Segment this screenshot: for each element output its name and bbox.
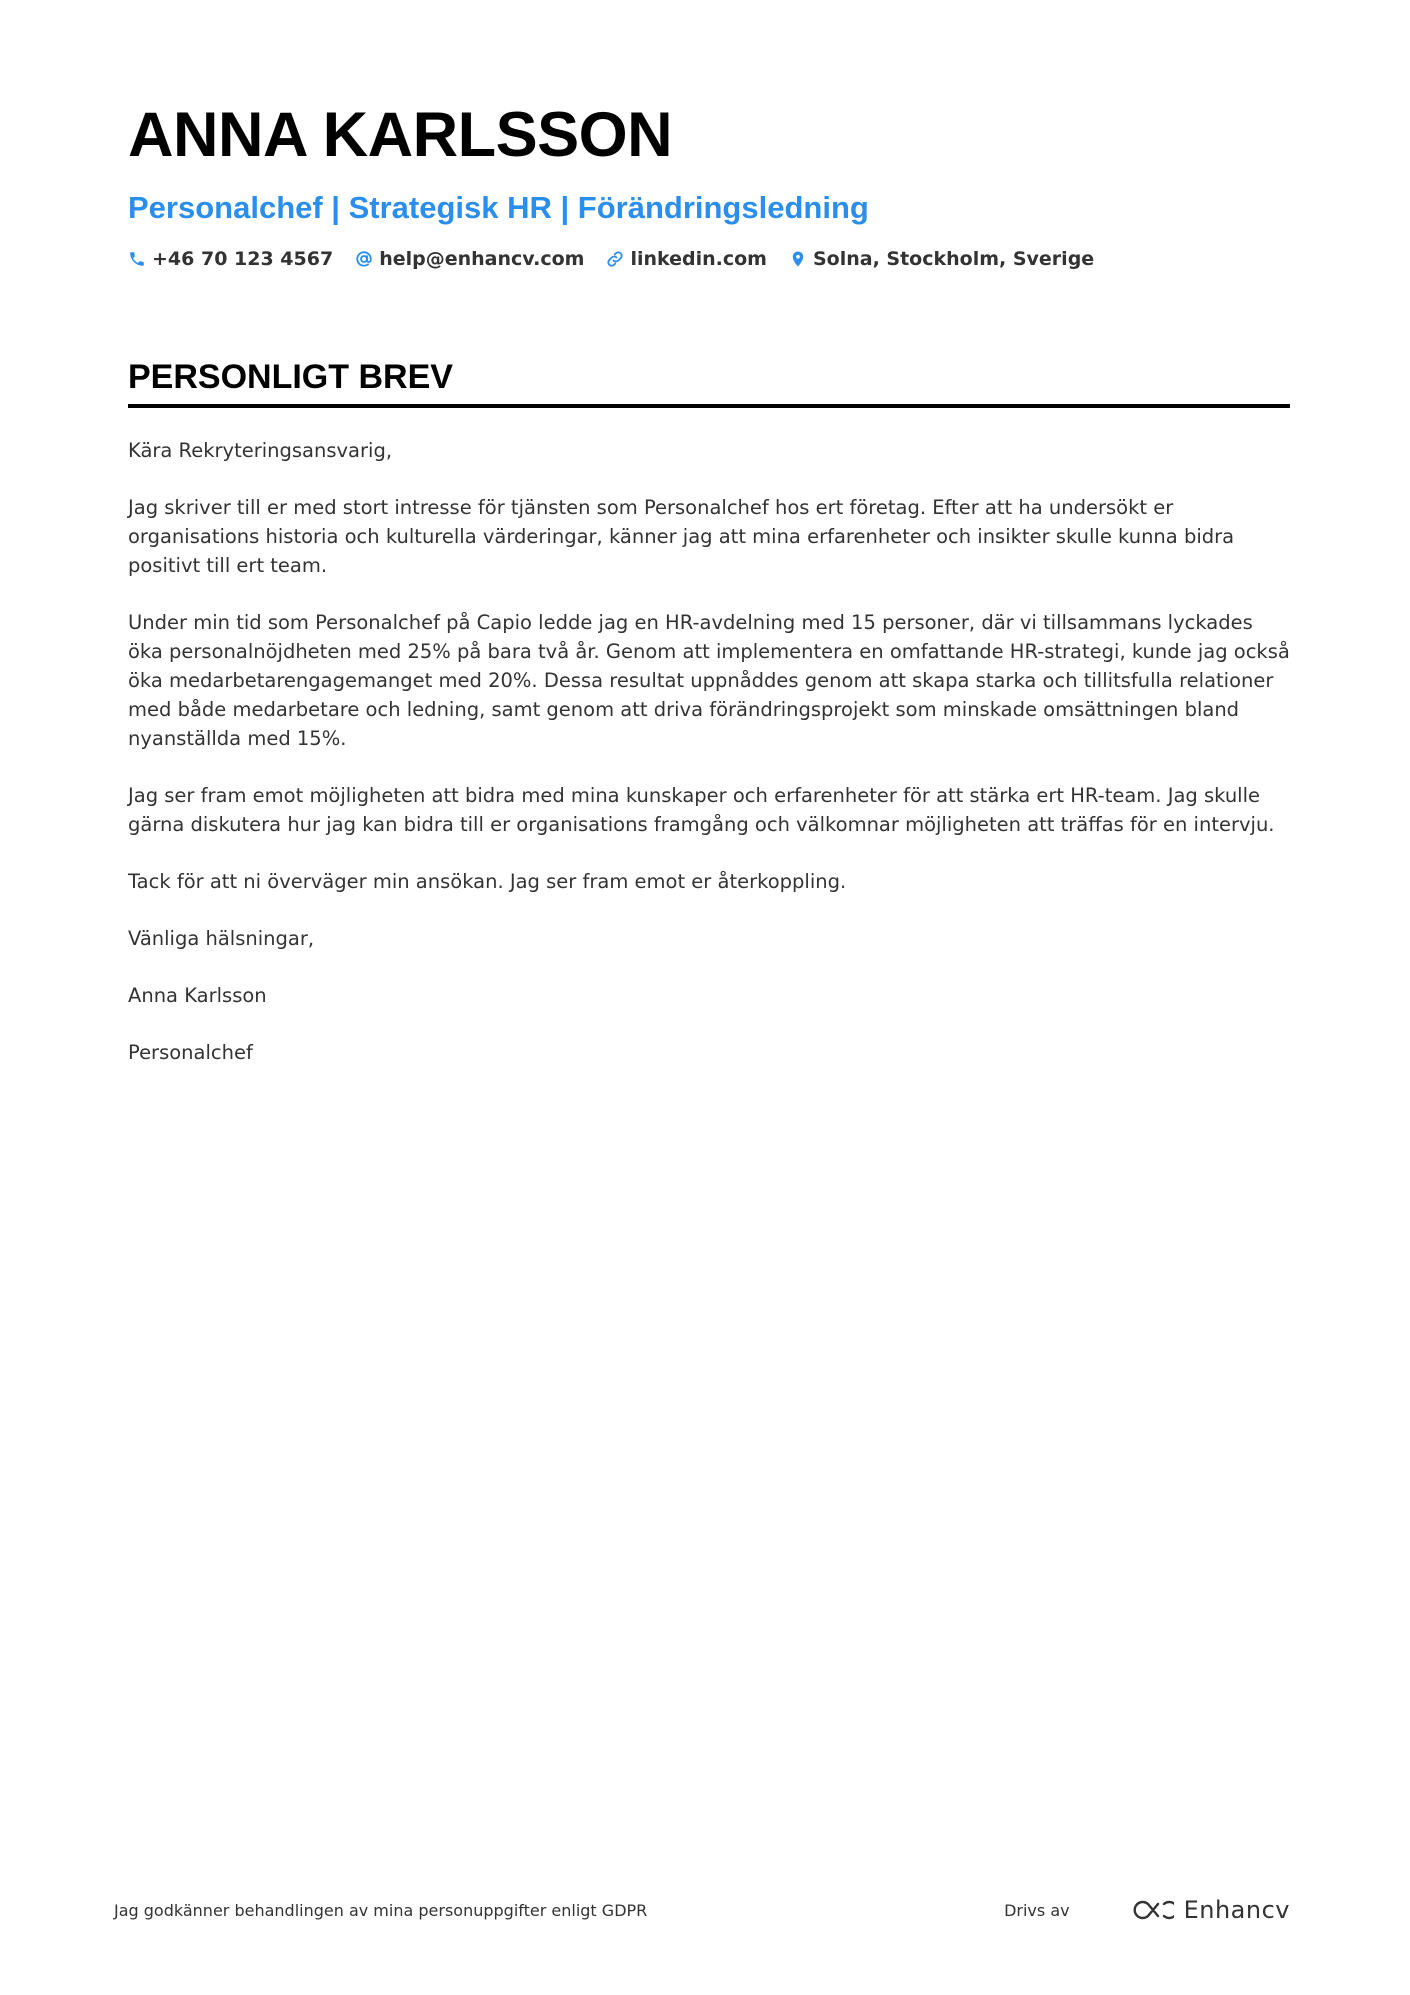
brand-name: Enhancv (1183, 1896, 1290, 1924)
letter-paragraph: Tack för att ni överväger min ansökan. Jag ser fram emot er återkoppling. (128, 870, 847, 894)
candidate-name: ANNA KARLSSON (128, 100, 673, 170)
link-icon (606, 250, 624, 268)
section-divider (128, 404, 1290, 408)
email-address: help@enhancv.com (379, 248, 585, 271)
letter-paragraph: Under min tid som Personalchef på Capio ledde jag en HR-avdelning med 15 personer, där vi tillsammans lyckades öka personalnöjdheten med 25% på bara två år. Genom att implementera en omfattande HR-strategi, kunde jag också öka medarbetarengagemanget med 20%. Dessa resultat uppnåddes genom att skapa starka och tillitsfulla relationer med både medarbetare och ledning, samt genom att driva förändringsprojekt som minskade omsättningen bland nyanställda med 15%. (128, 611, 1290, 751)
contact-location (789, 248, 1094, 270)
letter-greeting: Kära Rekryteringsansvarig, (128, 439, 393, 463)
signature-title: Personalchef (128, 1041, 253, 1065)
linkedin-url: linkedin.com (630, 248, 767, 271)
powered-by-label: Drivs av (1004, 1900, 1070, 1920)
section-title: PERSONLIGT BREV (128, 358, 453, 397)
signature-name: Anna Karlsson (128, 984, 267, 1008)
letter-paragraph: Jag ser fram emot möjligheten att bidra med mina kunskaper och erfarenheter för att stärka ert HR-team. Jag skulle gärna diskutera hur jag kan bidra till er organisations framgång och välkomnar möjligheten att träffas för en intervju. (128, 784, 1275, 837)
contact-email[interactable] (355, 248, 584, 270)
phone-icon (128, 250, 146, 268)
candidate-title: Personalchef | Strategisk HR | Förändringsledning (128, 190, 869, 225)
contact-linkedin[interactable] (606, 248, 767, 270)
letter-closing: Vänliga hälsningar, (128, 927, 315, 951)
location-text: Solna, Stockholm, Sverige (812, 248, 1095, 271)
contact-phone[interactable] (128, 248, 333, 270)
contact-bar (128, 248, 1290, 270)
phone-number: +46 70 123 4567 (152, 248, 334, 271)
letter-body (128, 436, 1290, 1067)
cover-letter-page (128, 100, 1290, 1095)
at-icon (355, 250, 373, 268)
enhancv-logo[interactable] (1128, 1896, 1290, 1924)
gdpr-consent-text: Jag godkänner behandlingen av mina personuppgifter enligt GDPR (114, 1900, 648, 1920)
footer-branding (1004, 1896, 1290, 1924)
enhancv-logo-icon (1128, 1898, 1174, 1922)
letter-paragraph: Jag skriver till er med stort intresse för tjänsten som Personalchef hos ert företag. Efter att ha undersökt er organisations historia och kulturella värderingar, känner jag att mina erfarenheter och insikter skulle kunna bidra positivt till ert team. (128, 496, 1235, 578)
page-footer (114, 1890, 1290, 1930)
location-pin-icon (789, 250, 807, 268)
